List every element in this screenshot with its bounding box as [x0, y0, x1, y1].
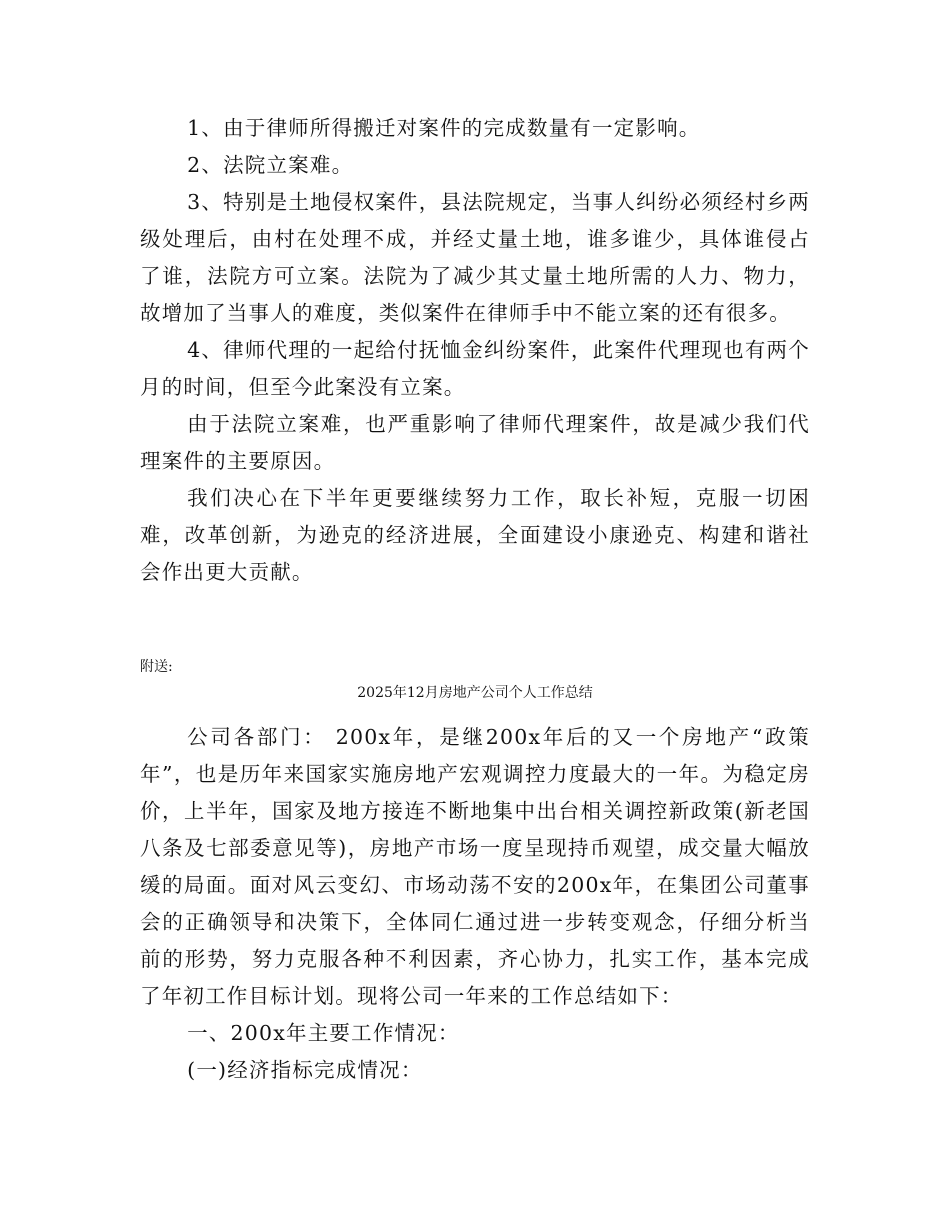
paragraph-issue-2: 2、法院立案难。 [187, 153, 354, 177]
section-lawyer-issues [140, 110, 810, 591]
paragraph-issue-3: 3、特别是土地侵权案件，县法院规定，当事人纠纷必须经村乡两级处理后，由村在处理不成，并经丈量土地，谁多谁少，具体谁侵占了谁，法院方可立案。法院为了减少其丈量土地所需的人力、物力，故增加了当事人的难度，类似案件在律师手中不能立案的还有很多。 [140, 190, 810, 325]
paragraph-cause: 由于法院立案难，也严重影响了律师代理案件，故是减少我们代理案件的主要原因。 [140, 412, 810, 473]
paragraph-resolution: 我们决心在下半年更要继续努力工作，取长补短，克服一切困难，改革创新，为逊克的经济进展，全面建设小康逊克、构建和谐社会作出更大贡献。 [140, 486, 810, 584]
appendix-title: 2025年12月房地产公司个人工作总结 [357, 685, 593, 701]
paragraph-intro: 公司各部门： 200x年，是继200x年后的又一个房地产“政策年”，也是历年来国家实施房地产宏观调控力度最大的一年。为稳定房价，上半年，国家及地方接连不断地集中出台相关调控新政策(新老国八条及七部委意见等)，房地产市场一度呈现持币观望，成交量大幅放缓的局面。面对风云变幻、市场动荡不安的200x年，在集团公司董事会的正确领导和决策下，全体同仁通过进一步转变观念，仔细分析当前的形势，努力克服各种不利因素，齐心协力，扎实工作，基本完成了年初工作目标计划。现将公司一年来的工作总结如下： [140, 725, 810, 1008]
paragraph-issue-1: 1、由于律师所得搬迁对案件的完成数量有一定影响。 [187, 116, 701, 140]
section-gap [140, 591, 810, 655]
heading-main-work: 一、200x年主要工作情况： [187, 1021, 460, 1045]
appendix-label: 附送: [140, 659, 173, 675]
heading-economic-indicators: (一)经济指标完成情况： [187, 1058, 423, 1082]
document-page [140, 110, 810, 1089]
section-appendix [140, 655, 810, 1089]
paragraph-issue-4: 4、律师代理的一起给付抚恤金纠纷案件，此案件代理现也有两个月的时间，但至今此案没有立案。 [140, 338, 810, 399]
